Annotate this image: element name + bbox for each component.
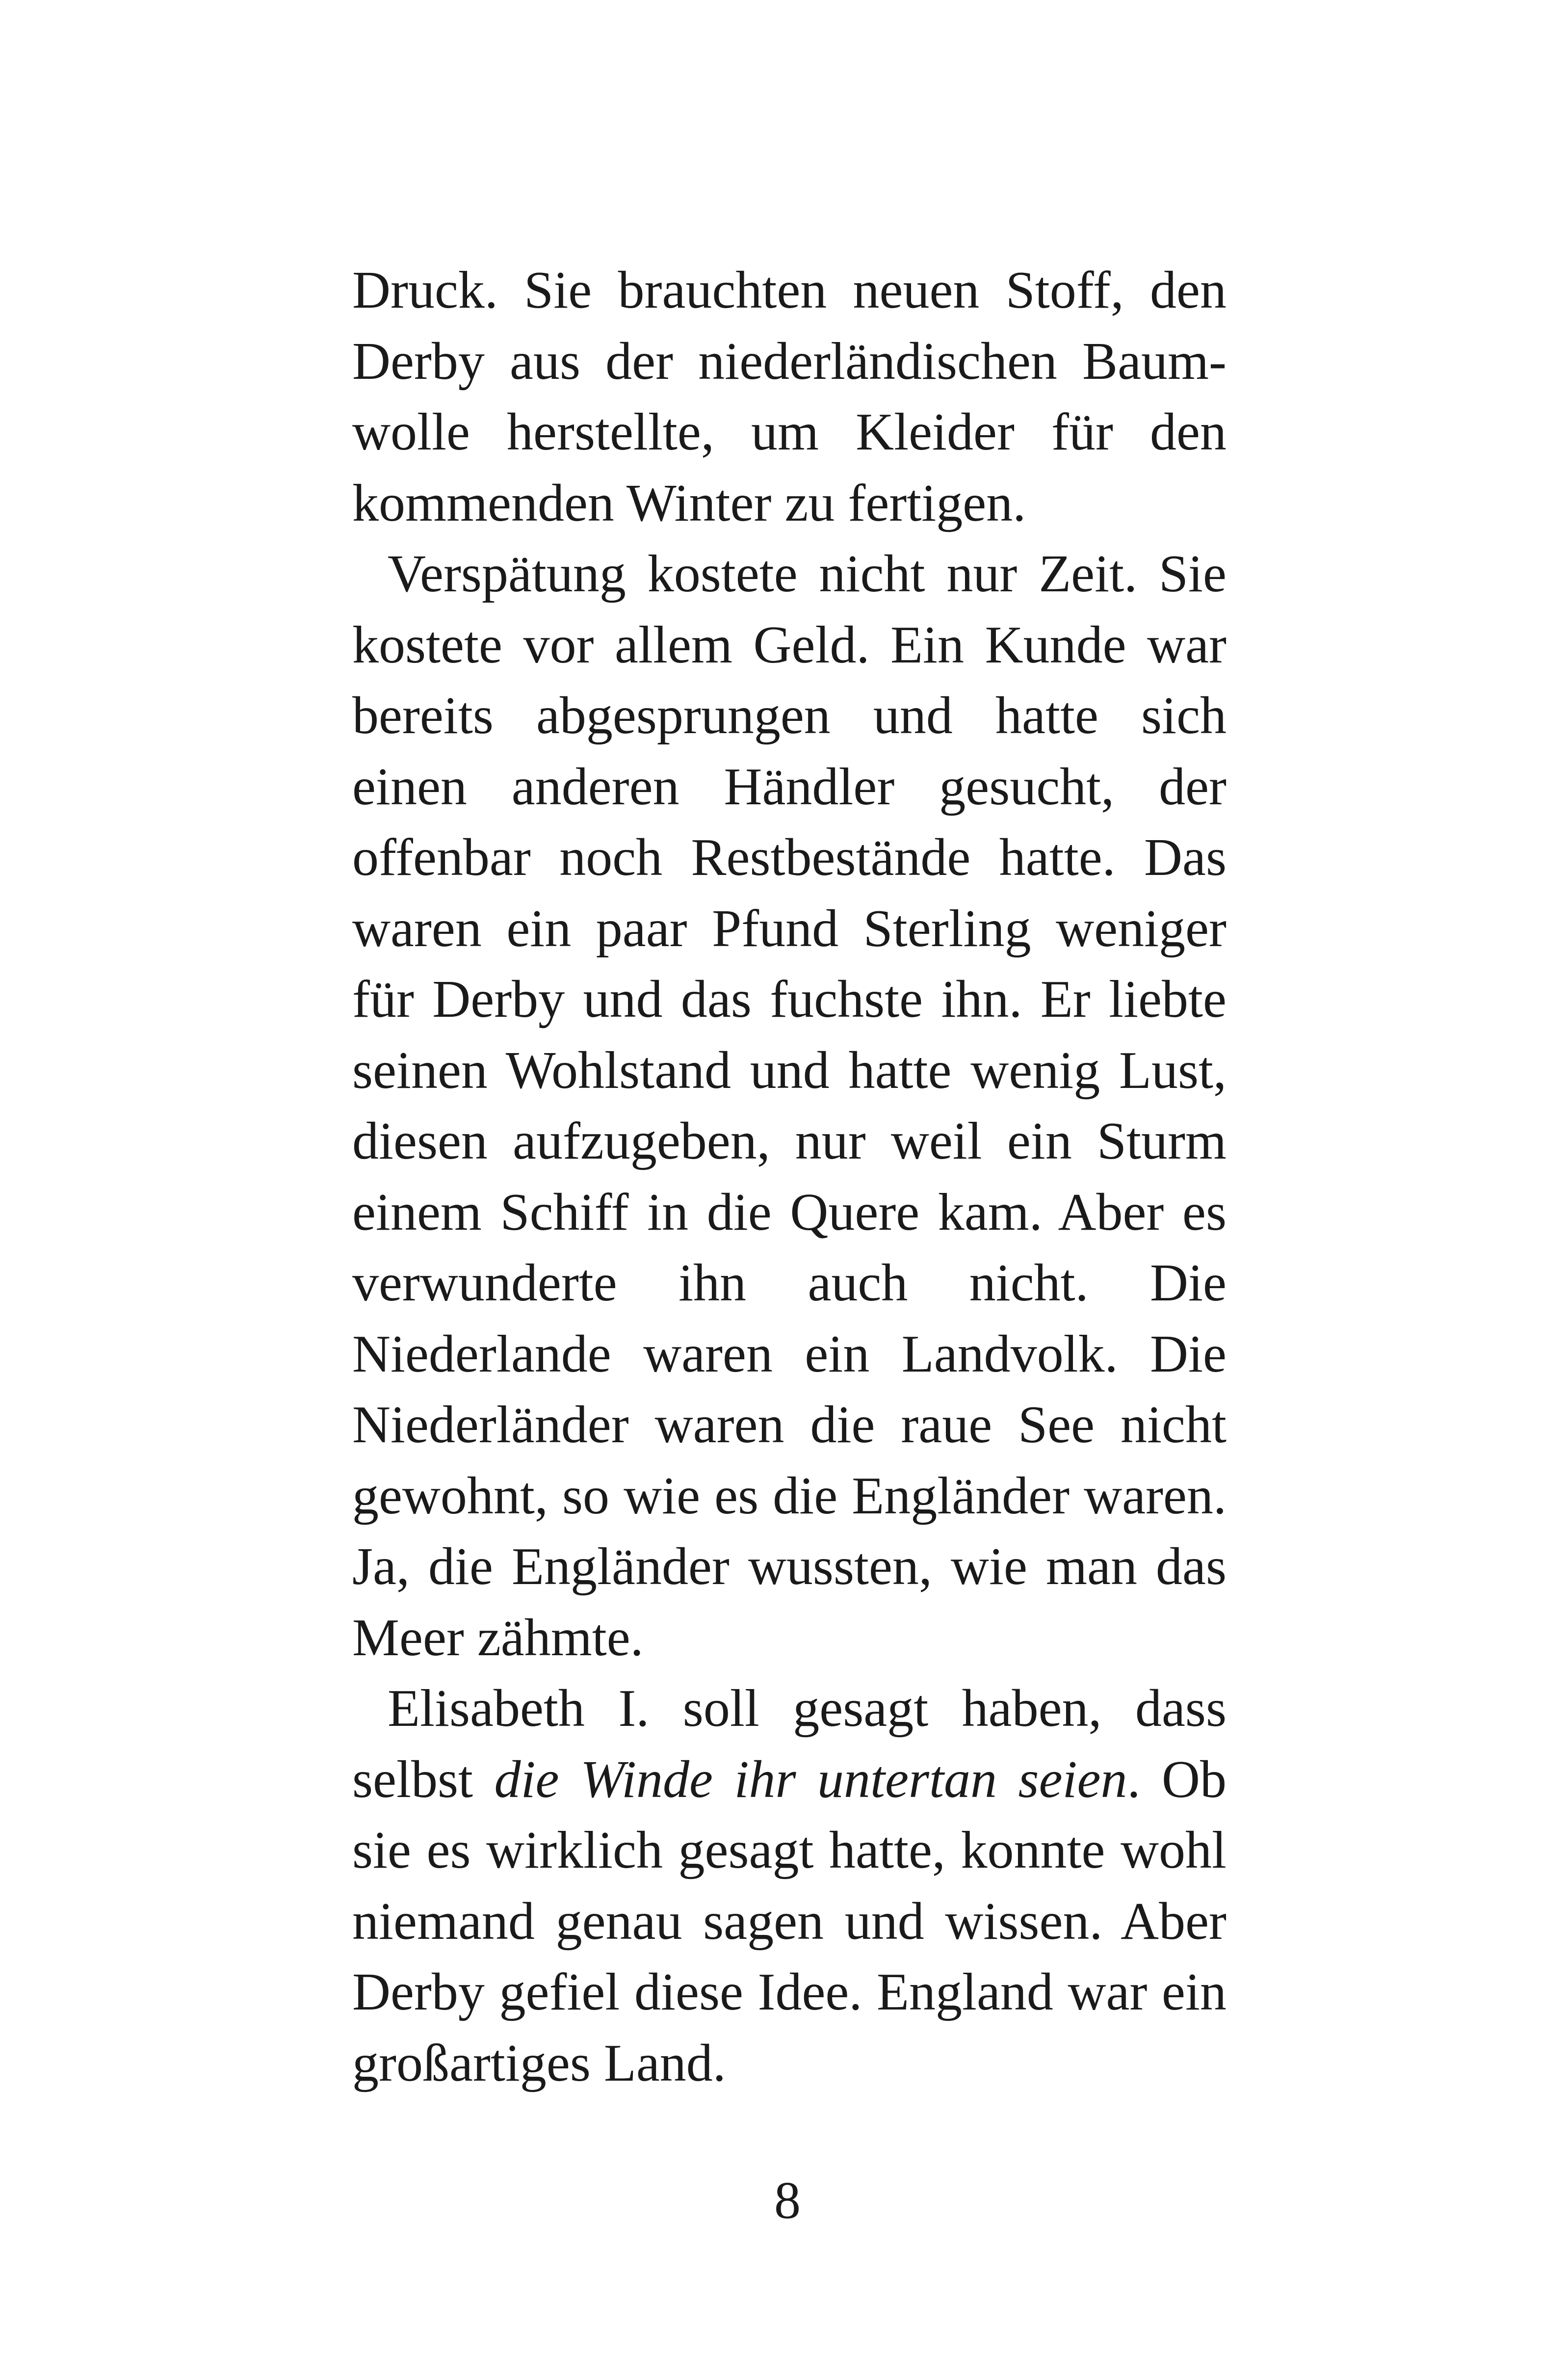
page-number: 8 — [774, 2171, 801, 2230]
paragraph-1: Druck. Sie brauchten neuen Stoff, den Derby aus der niederländischen Baumwolle herstellte, um Kleider für den kommenden Winter zu fertigen. — [352, 261, 1227, 532]
paragraph-3-tail: . Ob sie es wirklich gesagt hatte, konnte wohl niemand genau sagen und wissen. Aber Derby gefiel diese Idee. England war ein großartiges Land. — [352, 1750, 1227, 2092]
paragraph-2: Verspätung kostete nicht nur Zeit. Sie kostete vor allem Geld. Ein Kunde war bereits abgesprungen und hatte sich einen anderen Händler gesucht, der offenbar noch Restbestände hatte. Das waren ein paar Pfund Sterling weniger für Derby und das fuchste ihn. Er liebte seinen Wohlstand und hatte wenig Lust, diesen aufzugeben, nur weil ein Sturm einem Schiff in die Quere kam. Aber es verwunderte ihn auch nicht. Die Niederlande waren ein Landvolk. Die Niederländer waren die raue See nicht gewohnt, so wie es die Engländer waren. Ja, die Engländer wussten, wie man das Meer zähmte. — [352, 545, 1227, 1667]
paragraph-3-lead: Elisabeth I. soll gesagt haben, dass selbst — [352, 1679, 1227, 1809]
paragraph-3 — [352, 1673, 1227, 2099]
italic-quote: die Winde ihr untertan seien — [494, 1750, 1127, 1809]
body-text — [352, 255, 1227, 2099]
